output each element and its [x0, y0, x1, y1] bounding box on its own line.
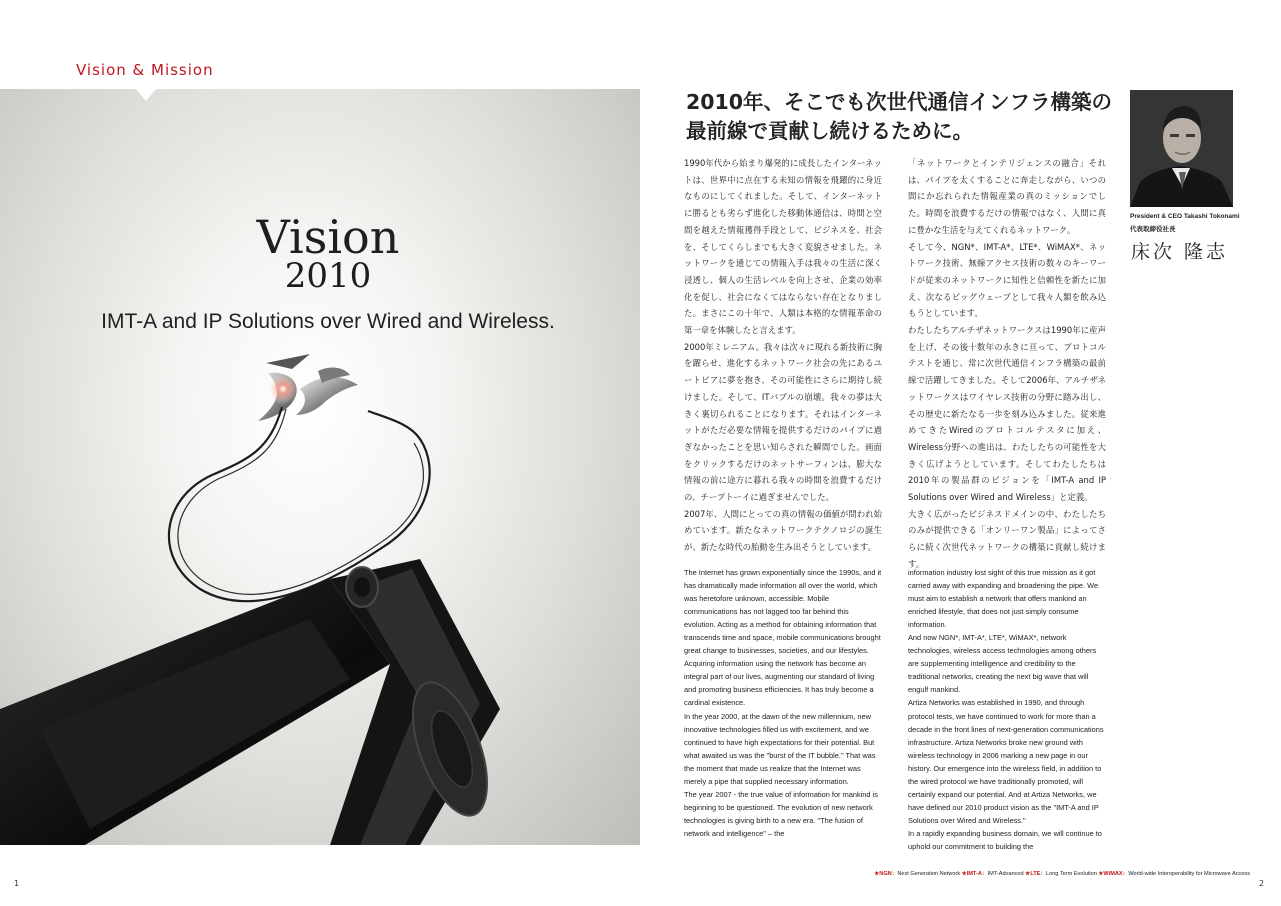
jp-paragraph: 2007年、人間にとっての真の情報の価値が問われ始めています。新たなネットワークテクノロジの誕生が、新たな時代の胎動を生み出そうとしています。: [684, 508, 882, 553]
section-label: Vision & Mission: [76, 61, 214, 79]
headline: [686, 88, 1116, 146]
en-paragraph: Artiza Networks was established in 1990, and through protocol tests, we have continued to work for more than a decade in the front lines of next-generation communications infrastructure. Artiza Networks broke new ground with wireless technology in 2006 marking a new page in our history. Our emergence into the wireless field, in addition to the wired protocol we have traditionally promoted, will certainly expand our potential. And at Artiza Networks, we have defined our 2010 product vision as the "IMT-A and IP Solutions over Wired and Wireless.": [908, 698, 1104, 825]
jp-paragraph: わたしたちアルチザネットワークスは1990年に産声を上げ、その後十数年の永きに亘って、プロトコルテストを通じ、常に次世代通信インフラ構築の最前線で活躍してきました。そして2006年、アルチザネットワークスはワイヤレス技術の分野に踏み出し、その歴史に新たなる一歩を刻み込みました。従来進めてきたWiredのプロトコルテスタに加え、Wireless分野への進出は、わたしたちの可能性を大きく広げようとしています。そしてわたしたちは2010年の製品群のビジョンを「IMT-A and IP Solutions over Wired and Wireless」と定義。: [908, 325, 1106, 503]
en-paragraph: The Internet has grown exponentially since the 1990s, and it has dramatically made information all over the world, which was heretofore unknown, accessible. Mobile communications has not lagged too far behind this evolution. Acting as a method for obtaining information that transcends time and space, mobile communications brought great change to businesses, societies, and our lifestyles. Acquiring information using the network has become an integral part of our lives, augmenting our standard of living and promoting business efficiencies. It has truly become a cardinal existence.: [684, 568, 882, 708]
ceo-name: 床次 隆志: [1131, 241, 1229, 263]
jp-text-column-1: [684, 155, 882, 556]
ceo-title-jp: 代表取締役社長: [1130, 226, 1176, 233]
jp-paragraph: 1990年代から始まり爆発的に成長したインターネットは、世界中に点在する未知の情報を飛躍的に身近なものにしてくれました。そして、インターネットに勝るとも劣らず進化した移動体通信は、時間と空間を越えた情報獲得手段として、ビジネスを、社会を、そしてくらしまでも大きく変貌させました。ネットワークを通じての情報入手は我々の生活に深く浸透し、個人の生活レベルを向上させ、企業の効率化を促し、社会になくてはならない存在となりました。まさにこの十年で、人類は本格的な情報革命の第一章を体験したと言えます。: [684, 158, 882, 336]
en-paragraph: In the year 2000, at the dawn of the new millennium, new innovative technologies filled us with excitement, and we continued to have high expectations for their potential. But what awaited us was the "burst of the IT bubble." That was the moment that made us realize that the Internet was merely a pipe that supplied necessary information.: [684, 711, 876, 786]
footnote-imta: ★IMT-A：IMT-Advanced: [961, 871, 1024, 877]
en-paragraph: information industry lost sight of this true mission as it got carried away with expanding and broadening the pipe. We must aim to establish a network that offers mankind an enriched lifestyle, that does not just simply consume information.: [908, 568, 1099, 630]
headline-line-1: 2010年、そこでも次世代通信インフラ構築の: [686, 90, 1113, 114]
page-number-left: 1: [14, 879, 20, 888]
device-illustration: [0, 89, 640, 845]
footnote-wimax: ★WiMAX：World-wide Interoperability for Microwave Access: [1098, 871, 1250, 877]
vision-year: 2010: [284, 256, 372, 296]
footnotes: [780, 869, 1250, 877]
en-paragraph: And now NGN*, IMT-A*, LTE*, WiMAX*, network technologies, wireless access technologies among others are supplementing intelligence and credibility to the traditional networks, creating the next big wave that will engulf mankind.: [908, 633, 1097, 695]
jp-text-column-2: [908, 155, 1106, 573]
en-paragraph: The year 2007 - the true value of information for mankind is beginning to be questioned. The evolution of new network technologies is giving birth to a new era. "The fusion of network and intelligence" – the: [684, 789, 878, 838]
headline-line-2: 最前線で貢献し続けるために。: [686, 119, 973, 143]
en-text-column-2: [908, 566, 1106, 853]
logo-charm-icon: [258, 354, 358, 421]
ceo-title-en: President & CEO Takashi Tokonami: [1130, 213, 1240, 220]
en-paragraph: In a rapidly expanding business domain, we will continue to uphold our commitment to building the: [908, 828, 1102, 851]
page-number-right: 2: [1259, 879, 1265, 888]
ceo-portrait-icon: [1130, 90, 1233, 207]
vision-title: Vision: [256, 210, 400, 264]
jp-paragraph: 「ネットワークとインテリジェンスの融合」それは、パイプを太くすることに奔走しながら、いつの間にか忘れられた情報産業の真のミッションでした。時間を浪費するだけの情報ではなく、人間に真に豊かな生活を与えてくれるネットワーク。: [908, 158, 1106, 235]
jp-paragraph: そして今、NGN*、IMT-A*、LTE*、WiMAX*、ネットワーク技術、無線アクセス技術の数々のキーワードが従来のネットワークに知性と信頼性を新たに加え、次なるビッグウェーブとして我々人類を飲み込もうとしています。: [908, 241, 1106, 319]
jp-paragraph: 2000年ミレニアム。我々は次々に現れる新技術に胸を躍らせ、進化するネットワーク社会の先にあるユートピアに夢を抱き、その可能性にさらに期待し続けました。そして、ITバブルの崩壊。我々の夢は大きく裏切られることになります。それはインターネットがただ必要な情報を提供するだけのパイプに過ぎなかったことを思い知らされた瞬間でした。画面をクリックするだけのネットサーフィンは、膨大な情報の前に途方に暮れる我々の時間を浪費するだけの、チープトーイに過ぎませんでした。: [684, 341, 882, 503]
jp-paragraph: 大きく広がったビジネスドメインの中、わたしたちのみが提供できる「オンリーワン製品」によってさらに続く次世代ネットワークの構築に貢献し続けます。: [908, 508, 1106, 569]
ceo-photo: [1130, 90, 1233, 207]
vision-tagline: IMT-A and IP Solutions over Wired and Wireless.: [101, 310, 555, 333]
en-text-column-1: [684, 566, 882, 840]
footnote-lte: ★LTE：Long Term Evolution: [1025, 871, 1097, 877]
footnote-ngn: ★NGN：Next Generation Network: [874, 871, 961, 877]
